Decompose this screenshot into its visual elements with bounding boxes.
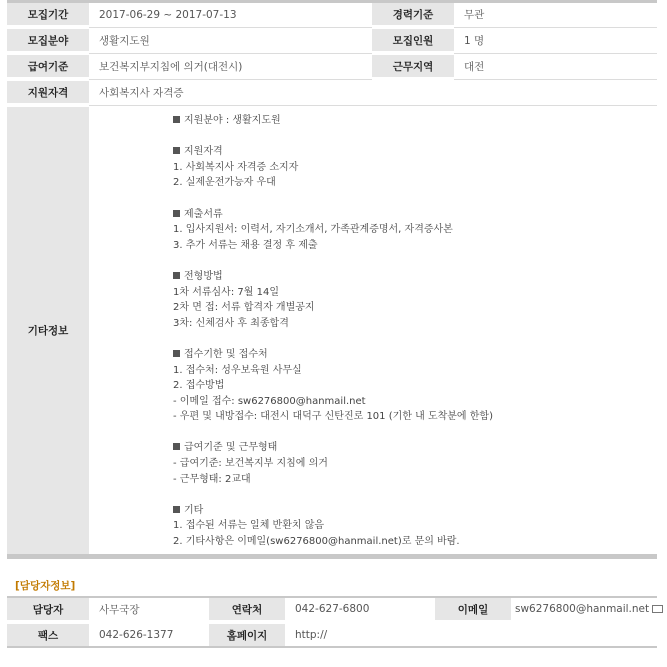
etc-line-text: 지원분야 : 생활지도원 <box>184 115 281 126</box>
etc-line-text: 기타 <box>184 504 204 516</box>
region-label: 근무지역 <box>372 53 454 79</box>
etc-line <box>173 472 657 488</box>
etc-line-text: 2차 면 접: 서류 합격자 개별공지 <box>173 302 315 314</box>
phone-value: 042-627-6800 <box>285 598 435 622</box>
qualification-value: 사회복지사 자격증 <box>89 79 657 105</box>
period-label: 모집기간 <box>7 3 89 27</box>
etc-line <box>173 394 657 410</box>
field-label: 모집분야 <box>7 27 89 53</box>
etc-content <box>89 107 657 554</box>
email-value: sw6276800@hanmail.net <box>515 603 650 615</box>
etc-line <box>173 285 657 301</box>
region-value: 대전 <box>454 53 657 79</box>
etc-line <box>173 144 657 160</box>
etc-line-text: 1. 접수처: 성우보육원 사무실 <box>173 364 302 376</box>
manager-value: 사무국장 <box>89 598 209 622</box>
etc-blank-line <box>173 191 657 207</box>
etc-line <box>173 113 657 129</box>
etc-line-text: 2. 기타사항은 이메일(sw6276800@hanmail.net)로 문의 바람. <box>173 536 460 548</box>
fax-label: 팩스 <box>7 622 89 646</box>
etc-line <box>173 160 657 176</box>
etc-line <box>173 316 657 332</box>
etc-line <box>173 503 657 519</box>
etc-line-text: - 이메일 접수: sw6276800@hanmail.net <box>173 395 366 407</box>
fax-value: 042-626-1377 <box>89 622 209 646</box>
email-label: 이메일 <box>435 598 511 622</box>
etc-line <box>173 238 657 254</box>
homepage-value[interactable]: http:// <box>285 622 657 646</box>
salary-value: 보건복지부지침에 의거(대전시) <box>89 53 372 79</box>
mail-icon[interactable] <box>652 605 663 613</box>
salary-label: 급여기준 <box>7 53 89 79</box>
etc-blank-line <box>173 129 657 145</box>
headcount-value: 1 명 <box>454 27 657 53</box>
etc-line-text: 전형방법 <box>184 270 223 282</box>
qualification-label: 지원자격 <box>7 79 89 105</box>
field-value: 생활지도원 <box>89 27 372 53</box>
career-label: 경력기준 <box>372 3 454 27</box>
etc-blank-line <box>173 487 657 503</box>
contact-table <box>7 596 657 648</box>
contact-bottom-border <box>7 646 657 648</box>
etc-line-text: 급여기준 및 근무형태 <box>184 442 278 454</box>
etc-line <box>173 363 657 379</box>
etc-line-text: - 급여기준: 보건복지부 지침에 의거 <box>173 458 328 470</box>
headcount-label: 모집인원 <box>372 27 454 53</box>
manager-label: 담당자 <box>7 598 89 622</box>
etc-line-text: 1. 사회복지사 자격증 소지자 <box>173 161 299 173</box>
etc-line-text: 3차: 신체검사 후 최종합격 <box>173 317 289 329</box>
etc-line <box>173 347 657 363</box>
etc-label: 기타정보 <box>7 107 89 554</box>
etc-line <box>173 378 657 394</box>
etc-blank-line <box>173 331 657 347</box>
etc-blank-line <box>173 253 657 269</box>
square-bullet-icon <box>173 210 180 217</box>
contact-section-title: [담당자정보] <box>15 580 76 592</box>
email-cell <box>511 598 657 622</box>
etc-line-text: 1. 입사지원서: 이력서, 자기소개서, 가족관계증명서, 자격증사본 <box>173 224 453 236</box>
etc-line-text: - 우편 및 내방접수: 대전시 대덕구 신탄진로 101 (기한 내 도착분에 한함) <box>173 411 493 423</box>
homepage-label: 홈페이지 <box>209 622 285 646</box>
career-value: 무관 <box>454 3 657 27</box>
square-bullet-icon <box>173 506 180 513</box>
phone-label: 연락처 <box>209 598 285 622</box>
etc-line <box>173 175 657 191</box>
square-bullet-icon <box>173 350 180 357</box>
etc-line-text: 3. 추가 서류는 채용 결정 후 제출 <box>173 239 318 251</box>
etc-line-text: 지원자격 <box>184 146 223 158</box>
etc-line <box>173 518 657 534</box>
period-value: 2017-06-29 ~ 2017-07-13 <box>89 3 372 27</box>
etc-line-text: 2. 실제운전가능자 우대 <box>173 177 276 189</box>
square-bullet-icon <box>173 272 180 279</box>
etc-blank-line <box>173 425 657 441</box>
etc-line-text: 2. 접수방법 <box>173 380 225 392</box>
etc-line <box>173 534 657 550</box>
etc-line <box>173 207 657 223</box>
square-bullet-icon <box>173 116 180 123</box>
square-bullet-icon <box>173 443 180 450</box>
etc-line <box>173 440 657 456</box>
etc-line <box>173 269 657 285</box>
etc-line-text: - 근무형태: 2교대 <box>173 473 251 485</box>
square-bullet-icon <box>173 147 180 154</box>
etc-line-text: 제출서류 <box>184 208 223 220</box>
etc-line <box>173 300 657 316</box>
etc-line <box>173 409 657 425</box>
etc-line <box>173 456 657 472</box>
job-info-table <box>7 0 657 559</box>
bottom-border <box>7 554 657 559</box>
etc-line-text: 1차 서류심사: 7월 14일 <box>173 286 279 298</box>
etc-line <box>173 222 657 238</box>
etc-line-text: 접수기한 및 접수처 <box>184 348 268 360</box>
etc-line-text: 1. 접수된 서류는 일체 반환치 않음 <box>173 520 325 532</box>
